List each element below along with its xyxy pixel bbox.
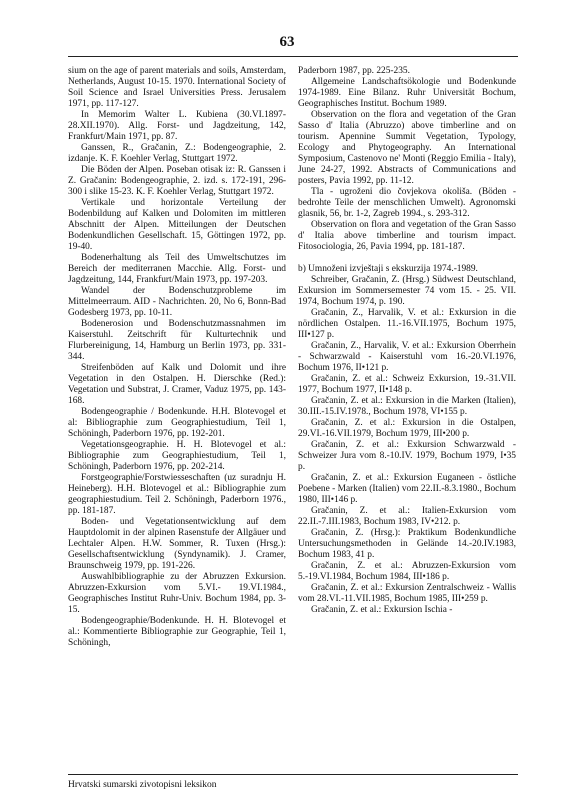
bibliography-entry: In Memorim Walter L. Kubiena (30.VI.1897-28.XII.1970). Allg. Forst- und Jagdzeitung, 142, Frankfurt/Main 1971, pp. 87. xyxy=(68,110,286,142)
bibliography-entry: Wandel der Bodenschutzprobleme im Mittelmeerraum. AID - Nachrichten. 20, No 6, Bonn-Bad Godesberg 1973, pp. 10-11. xyxy=(68,286,286,318)
bibliography-entry: Gračanin, Z. et al.: Abruzzen-Exkursion vom 5.-19.VI.1984, Bochum 1984, III•186 p. xyxy=(298,561,516,582)
bibliography-entry: Gračanin, Z. et al.: Exkursion Euganeen - östliche Poebene - Marken (Italien) vom 22.II.-8.3.1980., Bochum 1980, III•146 p. xyxy=(298,473,516,505)
bibliography-entry: Gračanin, Z. et al.: Schweiz Exkursion, 19.-31.VII. 1977, Bochum 1977, II•148 p. xyxy=(298,374,516,395)
bibliography-entry: Gračanin, Z. et al.: Exkursion in die Ostalpen, 29.VI.-16.VII.1979, Bochum 1979, III•200 p. xyxy=(298,418,516,439)
bibliography-entry: Auswahlbibliographie zu der Abruzzen Exkursion. Abruzzen-Exkursion vom 5.VI.- 19.VI.1984., Geographisches Institut Ruhr-Univ. Bochum 1984, pp. 3-15. xyxy=(68,572,286,615)
bibliography-entry: Forstgeographie/Forstwiesseschaften (uz suradnju H. Heineberg). H.H. Blotevogel et al.: Bibliographie zum geographiestudium. Teil 2. Schöningh, Paderborn 1976., pp. 181-187. xyxy=(68,473,286,516)
footer-rule xyxy=(68,774,518,775)
bibliography-entry: Die Böden der Alpen. Poseban otisak iz: R. Ganssen i Z. Gračanin: Bodengeographie, 2. izd. s. 172-191, 296-300 i slike 15-23. K. F. Koehler Verlag, Stuttgart 1972. xyxy=(68,165,286,197)
bibliography-entry: Gračanin, Z., Harvalik, V. et al.: Exkursion in die nördlichen Ostalpen. 11.-16.VII.1975, Bochum 1975, III•127 p. xyxy=(298,308,516,340)
bibliography-entry: Gračanin, Z., Harvalik, V. et al.: Exkursion Oberrhein - Schwarzwald - Kaiserstuhl vom 16.-20.VI.1976, Bochum 1976, II•121 p. xyxy=(298,341,516,373)
right-column xyxy=(298,66,516,616)
bibliography-entry: Tla - ugroženi dio čovjekova okoliša. (Böden - bedrohte Teile der menschlichen Umwelt). Agronomski glasnik, 56, br. 1-2, Zagreb 1994., s. 293-312. xyxy=(298,187,516,219)
bibliography-entry: Bodenerhaltung als Teil des Umweltschutzes im Bereich der mediterranen Macchie. Allg. Forst- und Jagdzeitung, 144, Frankfurt/Main 1973, pp. 197-203. xyxy=(68,253,286,285)
bibliography-entry: Vertikale und horizontale Verteilung der Bodenbildung auf Kalken und Dolomiten im mittleren Abschnitt der Alpen. Mitteilungen der Deutschen Bodenkundlichen Gesellschaft. 15, Göttingen 1972, pp. 19-40. xyxy=(68,198,286,252)
bibliography-entry: Paderborn 1987, pp. 225-235. xyxy=(298,66,410,76)
bibliography-entry: Gračanin, Z. et al.: Italien-Exkursion vom 22.II.-7.III.1983, Bochum 1983, IV•212. p. xyxy=(298,506,516,527)
page-number: 63 xyxy=(279,34,295,50)
bibliography-entry: Bodengeographie/Bodenkunde. H. H. Blotevogel et al.: Kommentierte Bibliographie zur Geographie, Teil 1, Schöningh, xyxy=(68,616,286,648)
bibliography-entry: Gračanin, Z. (Hrsg.): Praktikum Bodenkundliche Untersuchungsmethoden in Geländе 14.-20.IV.1983, Bochum 1983, 41 p. xyxy=(298,528,516,560)
left-column xyxy=(68,66,286,649)
header-rule xyxy=(68,56,518,57)
bibliography-entry: sium on the age of parent materials and soils, Amsterdam, Netherlands, August 10-15. 1970. International Society of Soil Science and Israel Universities Press. Jerusalem 1971, pp. 117-127. xyxy=(68,66,286,109)
bibliography-entry: Gračanin, Z. et al.: Exkursion Zentralschweiz - Wallis vom 28.VI.-11.VII.1985, Bochum 1985, III•259 p. xyxy=(298,583,516,604)
bibliography-entry: Observation on flora and vegetation of the Gran Sasso d' Italia above timberline and tourism impact. Fitosociologia, 26, Pavia 1994, pp. 181-187. xyxy=(298,220,516,252)
bibliography-entry: Bodenerosion und Bodenschutzmassnahmen im Kaiserstuhl. Zeitschrift für Kulturtechnik und Flurbereinigung, 14, Hamburg un Berlin 1973, pp. 331-344. xyxy=(68,319,286,362)
bibliography-entry: Observation on the flora and vegetation of the Gran Sasso d' Italia (Abruzzo) above timberline and on tourism. Apennine Summit Vegetation, Typology, Ecology and Phytogeography. An International Symposium, Castenovo ne' Monti (Reggio Emilia - Italy), June 24-27, 1992. Abstracts of Communications and posters, Pavia 1992, pp. 11-12. xyxy=(298,110,516,186)
bibliography-entry: Ganssen, R., Gračanin, Z.: Bodengeographie, 2. izdanje. K. F. Koehler Verlag, Stuttgart 1972. xyxy=(68,143,286,164)
bibliography-entry: Gračanin, Z. et al.: Exkursion Ischia - xyxy=(311,605,453,615)
bibliography-entry: Allgemeine Landschaftsökologie und Bodenkunde 1974-1989. Eine Bilanz. Ruhr Universität Bochum, Geographisches Institut. Bochum 1989. xyxy=(298,77,516,109)
bibliography-entry: Gračanin, Z. et al.: Exkursion Schwarzwald - Schweizer Jura vom 8.-10.IV. 1979, Bochum 1979, I•35 p. xyxy=(298,440,516,472)
bibliography-entry: Gračanin, Z. et al.: Exkursion in die Marken (Italien), 30.III.-15.IV.1978., Bochum 1978, VI•155 p. xyxy=(298,396,516,417)
bibliography-entry: Bodengeographie / Bodenkunde. H.H. Blotevogel et al: Bibliographie zum Geographiestudium, Teil 1, Schöningh, Paderborn 1976, pp. 192-201. xyxy=(68,407,286,439)
page-footer: Hrvatski sumarski zivotopisni leksikon xyxy=(68,780,217,790)
bibliography-entry: Streifenböden auf Kalk und Dolomit und ihre Vegetation in den Ostalpen. H. Dierschke (Red.): Vegetation und Substrat, J. Cramer, Vaduz 1975, pp. 143-168. xyxy=(68,363,286,406)
section-heading: b) Umnoženi izvještaji s ekskurzija 1974.-1989. xyxy=(298,264,478,274)
bibliography-entry: Boden- und Vegetationsentwicklung auf dem Hauptdolomit in der alpinen Rasenstufe der Allgäuer und Lechtaler Alpen. H.W. Sommer, R. Tuxen (Hrsg.): Gesellschaftsentwicklung (Syndynamik). J. Cramer, Braunschweig 1979, pp. 191-226. xyxy=(68,517,286,571)
bibliography-entry: Schreiber, Gračanin, Z. (Hrsg.) Südwest Deutschland, Exkursion im Sommersemester 74 vom 15. - 25. VII. 1974, Bochum 1974, p. 190. xyxy=(298,275,516,307)
bibliography-entry: Vegetationsgeographie. H. H. Blotevogel et al.: Bibliographie zum Geographiestudium, Teil 1, Schöningh, Paderborn 1976, pp. 202-214. xyxy=(68,440,286,472)
